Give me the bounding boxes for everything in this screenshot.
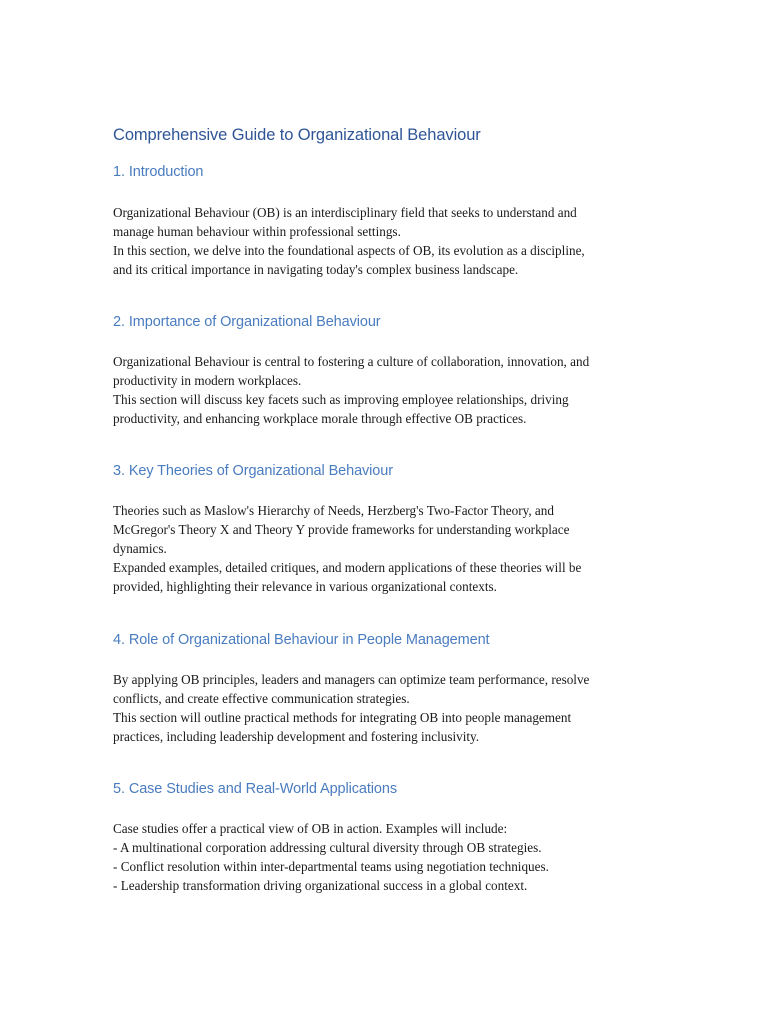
document-page bbox=[113, 123, 658, 895]
section-3-heading: 3. Key Theories of Organizational Behaviour bbox=[113, 463, 393, 479]
body-line: Theories such as Maslow's Hierarchy of Needs, Herzberg's Two-Factor Theory, and bbox=[113, 503, 554, 518]
body-line: Organizational Behaviour is central to fostering a culture of collaboration, innovation, and bbox=[113, 354, 590, 369]
body-line: Expanded examples, detailed critiques, and modern applications of these theories will be bbox=[113, 560, 582, 575]
section-5-heading: 5. Case Studies and Real-World Applications bbox=[113, 781, 397, 797]
body-line: manage human behaviour within professional settings. bbox=[113, 224, 401, 239]
section-4-heading: 4. Role of Organizational Behaviour in People Management bbox=[113, 632, 490, 648]
section-3-body bbox=[113, 501, 658, 596]
body-line: McGregor's Theory X and Theory Y provide frameworks for understanding workplace bbox=[113, 522, 570, 537]
section-2-body bbox=[113, 352, 658, 428]
body-line: This section will outline practical methods for integrating OB into people management bbox=[113, 710, 572, 725]
section-5-body bbox=[113, 819, 658, 895]
body-line: By applying OB principles, leaders and managers can optimize team performance, resolve bbox=[113, 672, 590, 687]
body-line: practices, including leadership development and fostering inclusivity. bbox=[113, 729, 480, 744]
section-4-body bbox=[113, 670, 658, 746]
body-line: and its critical importance in navigating today's complex business landscape. bbox=[113, 262, 519, 277]
body-line: dynamics. bbox=[113, 541, 167, 556]
body-line: In this section, we delve into the foundational aspects of OB, its evolution as a discipline, bbox=[113, 243, 585, 258]
body-line: productivity in modern workplaces. bbox=[113, 373, 302, 388]
body-line: This section will discuss key facets such as improving employee relationships, driving bbox=[113, 392, 569, 407]
body-line: - Leadership transformation driving organizational success in a global context. bbox=[113, 878, 528, 893]
body-line: - Conflict resolution within inter-departmental teams using negotiation techniques. bbox=[113, 859, 549, 874]
body-line: conflicts, and create effective communication strategies. bbox=[113, 691, 410, 706]
body-line: productivity, and enhancing workplace morale through effective OB practices. bbox=[113, 411, 527, 426]
document-title: Comprehensive Guide to Organizational Behaviour bbox=[113, 126, 481, 144]
section-2-heading: 2. Importance of Organizational Behaviour bbox=[113, 314, 381, 330]
body-line: - A multinational corporation addressing cultural diversity through OB strategies. bbox=[113, 840, 542, 855]
section-1-body bbox=[113, 203, 658, 279]
body-line: provided, highlighting their relevance in various organizational contexts. bbox=[113, 579, 497, 594]
body-line: Organizational Behaviour (OB) is an interdisciplinary field that seeks to understand and bbox=[113, 205, 577, 220]
section-1-heading: 1. Introduction bbox=[113, 164, 204, 180]
body-line: Case studies offer a practical view of OB in action. Examples will include: bbox=[113, 821, 508, 836]
